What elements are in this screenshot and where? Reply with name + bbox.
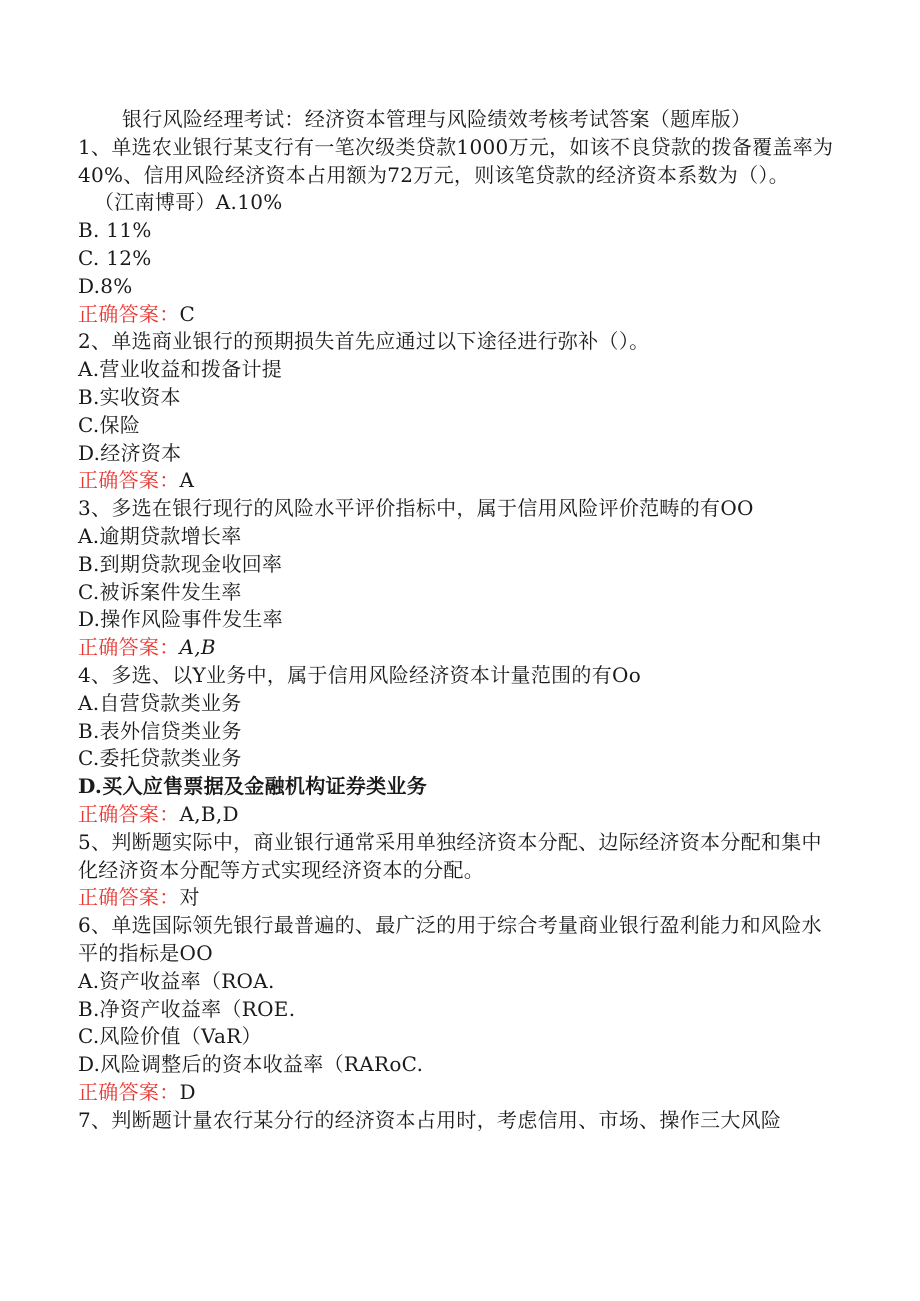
- option-b: B.表外信贷类业务: [78, 718, 242, 743]
- answer-label: 正确答案：: [78, 301, 180, 326]
- option-d: D.买入应售票据及金融机构证券类业务: [78, 774, 427, 799]
- answer-line: [78, 634, 838, 662]
- question-2: [78, 328, 838, 495]
- option-d: D.操作风险事件发生率: [78, 607, 283, 632]
- answer-line: [78, 884, 838, 912]
- option-c: C.被诉案件发生率: [78, 579, 242, 604]
- option-b: B.实收资本: [78, 384, 181, 409]
- answer-line: [78, 301, 838, 329]
- answer-value: A,B: [179, 635, 216, 660]
- answer-value: 对: [179, 885, 200, 910]
- answer-label: 正确答案：: [78, 801, 180, 826]
- question-7: [78, 1107, 838, 1135]
- question-4: [78, 662, 838, 829]
- option-a: A.自营贷款类业务: [78, 690, 242, 715]
- option-a: A.逾期贷款增长率: [78, 523, 242, 548]
- option-b: B.到期贷款现金收回率: [78, 551, 283, 576]
- question-6: [78, 912, 838, 1107]
- question-stem: 5、判断题实际中，商业银行通常采用单独经济资本分配、边际经济资本分配和集中化经济资本分配等方式实现经济资本的分配。: [78, 829, 822, 882]
- option-a: A.营业收益和拨备计提: [78, 357, 283, 382]
- answer-label: 正确答案：: [78, 635, 180, 660]
- document-content: [78, 106, 838, 1134]
- option-b: B. 11%: [78, 218, 152, 243]
- page-title: 银行风险经理考试：经济资本管理与风险绩效考核考试答案（题库版）: [122, 107, 752, 131]
- option-d: D.经济资本: [78, 440, 182, 465]
- question-1: [78, 134, 838, 329]
- option-c: C.委托贷款类业务: [78, 746, 242, 771]
- question-5: [78, 829, 838, 912]
- answer-line: [78, 1079, 838, 1107]
- question-stem: 3、多选在银行现行的风险水平评价指标中，属于信用风险评价范畴的有OO: [78, 496, 754, 521]
- option-c: C.风险价值（VaR）: [78, 1024, 262, 1049]
- option-d: D.风险调整后的资本收益率（RARoC.: [78, 1052, 424, 1077]
- option-b: B.净资产收益率（ROE.: [78, 996, 296, 1021]
- answer-line: [78, 467, 838, 495]
- answer-label: 正确答案：: [78, 885, 180, 910]
- option-c: C. 12%: [78, 245, 152, 270]
- answer-value: A: [179, 468, 195, 493]
- option-d: D.8%: [78, 273, 133, 298]
- option-a: （江南博哥）A.10%: [94, 190, 283, 215]
- option-a: A.资产收益率（ROA.: [78, 968, 275, 993]
- question-stem: 4、多选、以Y业务中，属于信用风险经济资本计量范围的有Oo: [78, 662, 642, 687]
- option-c: C.保险: [78, 412, 141, 437]
- question-stem: 1、单选农业银行某支行有一笔次级类贷款1000万元，如该不良贷款的拨备覆盖率为40%、信用风险经济资本占用额为72万元，则该笔贷款的经济资本系数为（）。: [78, 134, 834, 187]
- answer-value: D: [179, 1079, 196, 1104]
- question-stem: 2、单选商业银行的预期损失首先应通过以下途径进行弥补（）。: [78, 329, 650, 354]
- answer-value: C: [179, 301, 196, 326]
- answer-label: 正确答案：: [78, 468, 180, 493]
- question-stem: 6、单选国际领先银行最普遍的、最广泛的用于综合考量商业银行盈利能力和风险水平的指标是OO: [78, 913, 822, 965]
- answer-value: A,B,D: [179, 801, 239, 826]
- answer-line: [78, 801, 838, 829]
- question-stem: 7、判断题计量农行某分行的经济资本占用时，考虑信用、市场、操作三大风险: [78, 1107, 782, 1132]
- answer-label: 正确答案：: [78, 1079, 180, 1104]
- question-3: [78, 495, 838, 662]
